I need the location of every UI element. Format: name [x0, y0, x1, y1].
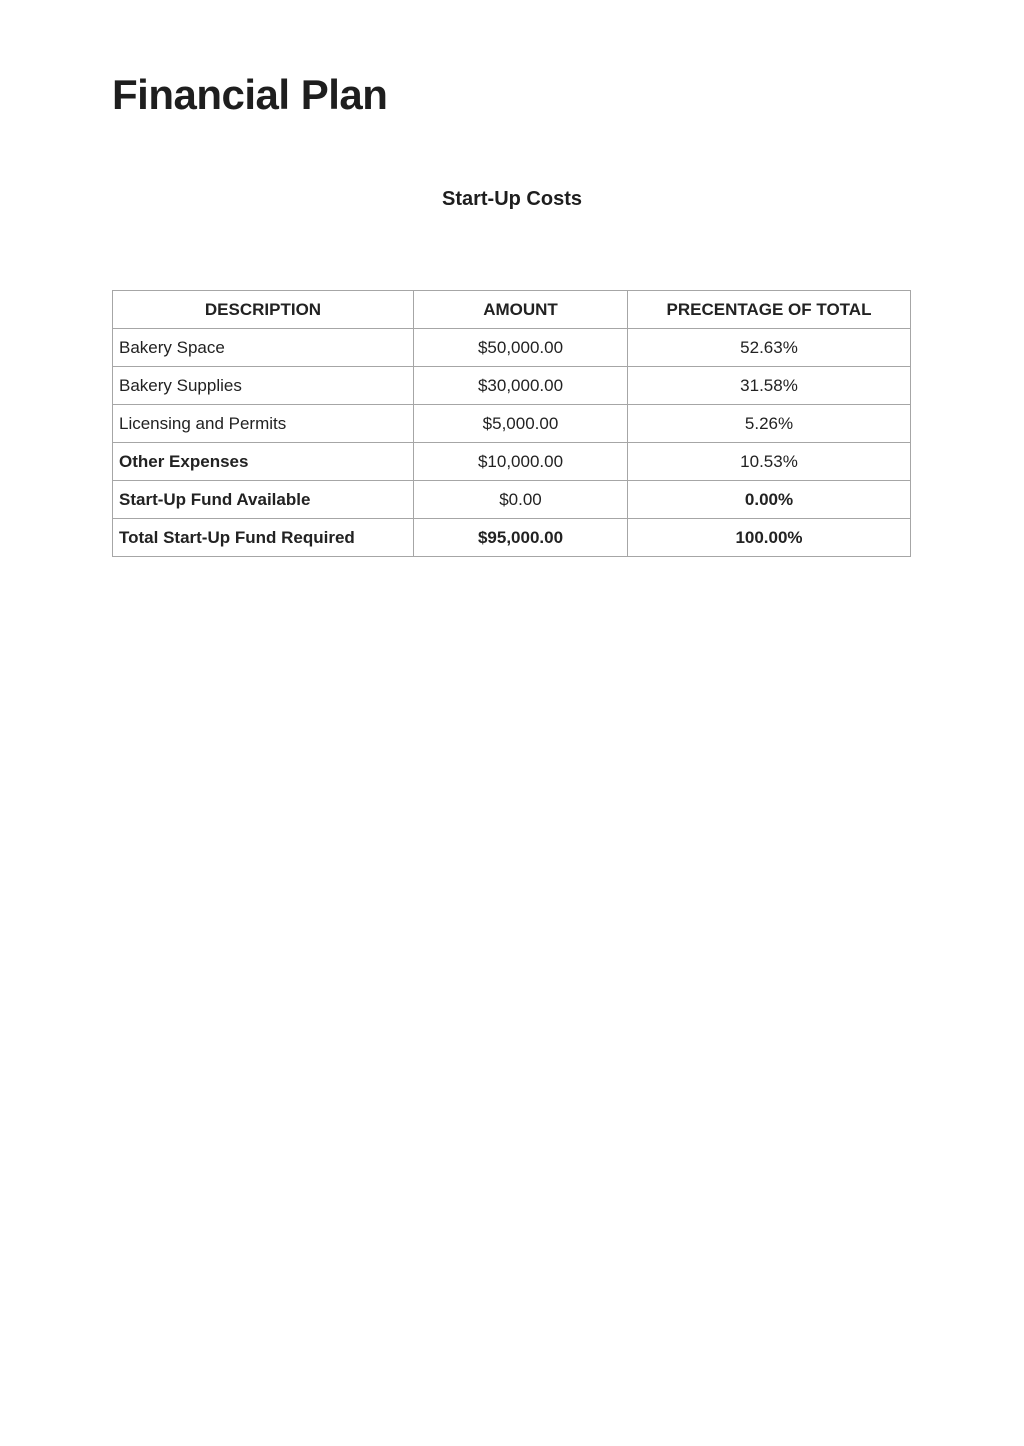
row-amount: $0.00	[414, 481, 628, 519]
table-row	[113, 405, 911, 443]
row-description: Start-Up Fund Available	[113, 481, 414, 519]
row-percentage: 0.00%	[628, 481, 911, 519]
row-description: Licensing and Permits	[113, 405, 414, 443]
row-percentage: 10.53%	[628, 443, 911, 481]
table-row	[113, 367, 911, 405]
row-percentage: 5.26%	[628, 405, 911, 443]
row-percentage: 52.63%	[628, 329, 911, 367]
row-percentage: 31.58%	[628, 367, 911, 405]
page-title: Financial Plan	[112, 71, 388, 118]
row-amount: $50,000.00	[414, 329, 628, 367]
table-header-row	[113, 291, 911, 329]
row-description: Bakery Supplies	[113, 367, 414, 405]
startup-costs-table	[112, 290, 911, 557]
row-percentage: 100.00%	[628, 519, 911, 557]
row-amount: $95,000.00	[414, 519, 628, 557]
row-description: Total Start-Up Fund Required	[113, 519, 414, 557]
row-amount: $10,000.00	[414, 443, 628, 481]
row-amount: $5,000.00	[414, 405, 628, 443]
row-amount: $30,000.00	[414, 367, 628, 405]
row-description: Bakery Space	[113, 329, 414, 367]
table-row	[113, 443, 911, 481]
section-title: Start-Up Costs	[441, 188, 582, 210]
table-row-total	[113, 519, 911, 557]
table-row	[113, 481, 911, 519]
table-row	[113, 329, 911, 367]
header-percentage: PRECENTAGE OF TOTAL	[628, 291, 911, 329]
header-amount: AMOUNT	[414, 291, 628, 329]
row-description: Other Expenses	[113, 443, 414, 481]
header-description: DESCRIPTION	[113, 291, 414, 329]
